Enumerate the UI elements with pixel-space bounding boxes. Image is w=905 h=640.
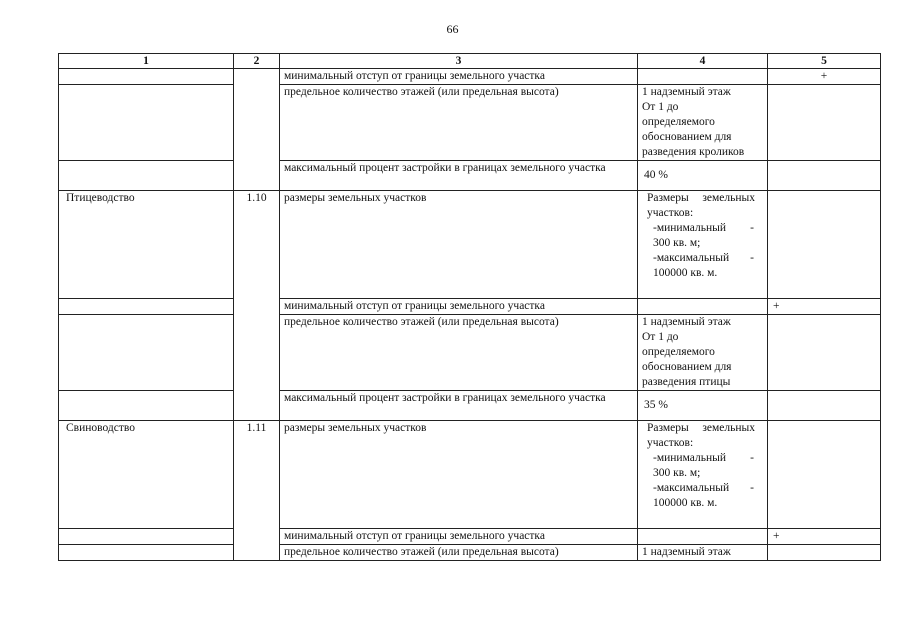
activity-code: 1.11 <box>234 421 280 561</box>
value-line: 1 надземный этаж <box>642 316 731 328</box>
mark-cell <box>768 391 881 421</box>
value-word: -максимальный <box>653 482 730 494</box>
value-line: От 1 до <box>642 331 679 343</box>
value-line: определяемого <box>642 346 715 358</box>
value-cell <box>638 69 768 85</box>
table-row <box>59 529 881 545</box>
value-line: 1 надземный этаж <box>642 86 731 98</box>
value-line: участков: <box>647 207 694 219</box>
param-cell: максимальный процент застройки в границах земельного участка <box>280 391 638 421</box>
value-cell <box>638 191 768 299</box>
cell <box>59 161 234 191</box>
cell <box>59 315 234 391</box>
value-cell <box>638 315 768 391</box>
table-row <box>59 299 881 315</box>
mark-cell <box>768 191 881 299</box>
cell <box>59 529 234 545</box>
param-cell: минимальный отступ от границы земельного участка <box>280 299 638 315</box>
value-word: -минимальный <box>653 222 726 234</box>
header-col-5: 5 <box>768 54 881 69</box>
value-line: От 1 до <box>642 101 679 113</box>
value-word: - <box>750 482 754 494</box>
header-col-2: 2 <box>234 54 280 69</box>
value-line: 300 кв. м; <box>653 467 701 479</box>
value-line: разведения птицы <box>642 376 731 388</box>
value-word: -минимальный <box>653 452 726 464</box>
value-cell <box>638 85 768 161</box>
cell <box>59 299 234 315</box>
mark-cell <box>768 315 881 391</box>
param-cell: минимальный отступ от границы земельного участка <box>280 69 638 85</box>
param-cell: предельное количество этажей (или предельная высота) <box>280 545 638 561</box>
param-cell: размеры земельных участков <box>280 191 638 299</box>
table-row <box>59 315 881 391</box>
value-word: земельных <box>702 192 755 204</box>
value-word: -максимальный <box>653 252 730 264</box>
mark-cell: + <box>768 529 881 545</box>
cell <box>59 545 234 561</box>
table-row <box>59 85 881 161</box>
cell <box>59 69 234 85</box>
value-line: определяемого <box>642 116 715 128</box>
value-word: - <box>750 452 754 464</box>
value-line: обоснованием для <box>642 131 732 143</box>
table-row <box>59 391 881 421</box>
cell <box>59 85 234 161</box>
activity-code: 1.10 <box>234 191 280 421</box>
table-row <box>59 545 881 561</box>
value-line: обоснованием для <box>642 361 732 373</box>
table-header-row <box>59 54 881 69</box>
activity-name: Свиноводство <box>59 421 234 529</box>
value-line: 300 кв. м; <box>653 237 701 249</box>
value-cell: 1 надземный этаж <box>638 545 768 561</box>
value-cell <box>638 299 768 315</box>
param-cell: минимальный отступ от границы земельного участка <box>280 529 638 545</box>
value-word: Размеры <box>647 192 689 204</box>
activity-name: Птицеводство <box>59 191 234 299</box>
mark-cell <box>768 161 881 191</box>
table-row <box>59 69 881 85</box>
cell <box>234 69 280 191</box>
param-cell: предельное количество этажей (или предельная высота) <box>280 315 638 391</box>
mark-cell: + <box>768 299 881 315</box>
value-cell <box>638 421 768 529</box>
param-cell: максимальный процент застройки в границах земельного участка <box>280 161 638 191</box>
value-cell <box>638 529 768 545</box>
header-col-3: 3 <box>280 54 638 69</box>
mark-cell: + <box>768 69 881 85</box>
regulations-table <box>58 53 881 561</box>
value-line: разведения кроликов <box>642 146 745 158</box>
mark-cell <box>768 545 881 561</box>
header-col-1: 1 <box>59 54 234 69</box>
cell <box>59 391 234 421</box>
table-row <box>59 161 881 191</box>
value-word: Размеры <box>647 422 689 434</box>
value-word: - <box>750 222 754 234</box>
mark-cell <box>768 85 881 161</box>
value-line: 100000 кв. м. <box>653 497 718 509</box>
table-row <box>59 421 881 529</box>
table-row <box>59 191 881 299</box>
header-col-4: 4 <box>638 54 768 69</box>
page-number: 66 <box>446 22 459 36</box>
value-word: земельных <box>702 422 755 434</box>
value-line: участков: <box>647 437 694 449</box>
value-word: - <box>750 252 754 264</box>
param-cell: предельное количество этажей (или предельная высота) <box>280 85 638 161</box>
value-cell: 40 % <box>638 161 768 191</box>
value-cell: 35 % <box>638 391 768 421</box>
value-line: 100000 кв. м. <box>653 267 718 279</box>
mark-cell <box>768 421 881 529</box>
param-cell: размеры земельных участков <box>280 421 638 529</box>
